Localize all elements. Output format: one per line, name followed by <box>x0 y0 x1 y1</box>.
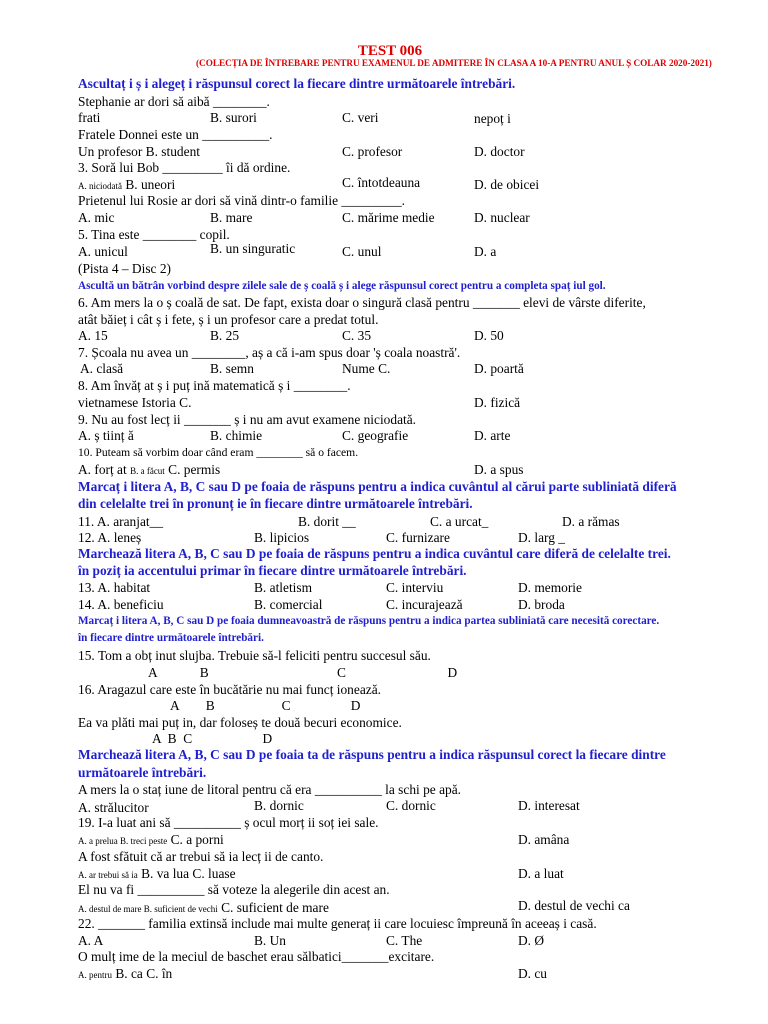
section-3-instruction-line-2: din celelalte trei în pronunț ie în fiecare dintre următoarele întrebări. <box>78 496 473 511</box>
q22-option-c: C. The <box>386 933 423 948</box>
q4-option-d: D. nuclear <box>474 210 530 225</box>
question-6-line-2: atât băieț i cât ș i fete, ș i un profesor care a predat totul. <box>78 312 379 327</box>
q23-option-a: A. pentru <box>78 970 112 980</box>
q11-option-a: 11. A. aranjat__ <box>78 514 164 529</box>
q19-option-c: C. a porni <box>167 832 224 847</box>
q1-option-a: frati <box>78 110 101 125</box>
question-15: 15. Tom a obț inut slujba. Trebuie să-l feliciti pentru succesul său. <box>78 648 431 663</box>
q14-option-d: D. broda <box>518 597 565 612</box>
q10-option-d: D. a spus <box>474 462 524 477</box>
q3-option-b: B. uneori <box>122 177 176 192</box>
section-6-instruction-line-2: următoarele întrebări. <box>78 765 207 780</box>
question-10: 10. Puteam să vorbim doar când eram ________ să o facem. <box>78 446 359 459</box>
q19-option-d: D. amâna <box>518 832 570 847</box>
q12-option-d: D. larg _ <box>518 530 565 545</box>
q21-option-d: D. destul de vechi ca <box>518 898 630 913</box>
section-2-instruction: Ascultă un bătrân vorbind despre zilele sale de ș coală ș i alege răspunsul corect pentru a completa spaț iul gol. <box>78 280 606 292</box>
q4-option-c: C. mărime medie <box>342 210 435 225</box>
test-subtitle: (COLECȚIA DE ÎNTREBARE PENTRU EXAMENUL DE ADMITERE ÎN CLASA A 10-A PENTRU ANUL Ș COLAR 2020-2021) <box>196 58 712 68</box>
q13-option-a: 13. A. habitat <box>78 580 151 595</box>
q5-option-d: D. a <box>474 244 497 259</box>
q6-option-c: C. 35 <box>342 328 372 343</box>
q12-option-b: B. lipicios <box>254 530 310 545</box>
q12-option-c: C. furnizare <box>386 530 450 545</box>
q8-option-ab: vietnamese Istoria C. <box>78 395 192 410</box>
q9-option-a: A. ș tiinț ă <box>78 428 134 443</box>
question-2: Fratele Donnei este un __________. <box>78 127 273 142</box>
question-19: 19. I-a luat ani să __________ ș ocul morț ii soț iei sale. <box>78 815 379 830</box>
q3-option-c: C. întotdeauna <box>342 175 421 190</box>
question-1: Stephanie ar dori să aibă ________. <box>78 94 270 109</box>
q22-option-b: B. Un <box>254 933 286 948</box>
q10-option-b: B. a făcut <box>130 466 165 476</box>
question-21: El nu va fi __________ să voteze la alegerile din acest an. <box>78 882 390 897</box>
q23-option-bc: B. ca C. în <box>112 966 173 981</box>
section-5-instruction-line-1: Marcaț i litera A, B, C sau D pe foaia dumneavoastră de răspuns pentru a indica partea subliniată care necesită corectare. <box>78 615 660 627</box>
q2-option-ab: Un profesor B. student <box>78 144 200 159</box>
q13-option-b: B. atletism <box>254 580 313 595</box>
q22-option-a: A. A <box>78 933 104 948</box>
q18-option-a: A. strălucitor <box>78 800 149 815</box>
test-title: TEST 006 <box>357 43 423 59</box>
section-6-instruction-line-1: Marchează litera A, B, C sau D pe foaia ta de răspuns pentru a indica răspunsul corect la fiecare dintre <box>78 747 666 762</box>
q18-option-d: D. interesat <box>518 798 580 813</box>
q1-option-c: C. veri <box>342 110 379 125</box>
q5-option-c: C. unul <box>342 244 382 259</box>
q5-option-a: A. unicul <box>78 244 128 259</box>
section-5-instruction-line-2: în fiecare dintre următoarele întrebări. <box>78 632 264 644</box>
q7-option-d: D. poartă <box>474 361 524 376</box>
question-5: 5. Tina este ________ copil. <box>78 227 230 242</box>
q21-option-ab: A. destul de mare B. suficient de vechi <box>78 904 218 914</box>
q10-option-c: C. permis <box>164 462 221 477</box>
q17-option-letters: A B C D <box>152 731 273 746</box>
q14-option-b: B. comercial <box>254 597 323 612</box>
question-3: 3. Soră lui Bob _________ îi dă ordine. <box>78 160 291 175</box>
q18-option-c: C. dornic <box>386 798 436 813</box>
q7-option-a: A. clasă <box>80 361 124 376</box>
q9-option-c: C. geografie <box>342 428 409 443</box>
question-22: 22. _______ familia extinsă include mai multe generaț ii care locuiesc împreună în aceeaș i casă. <box>78 916 597 931</box>
section-1-instruction: Ascultaț i ș i alegeț i răspunsul corect la fiecare dintre următoarele întrebări. <box>78 76 516 91</box>
q4-option-a: A. mic <box>78 210 115 225</box>
question-18: A mers la o staț iune de litoral pentru că era __________ la schi pe apă. <box>78 782 461 797</box>
q11-option-c: C. a urcat_ <box>430 514 489 529</box>
question-17: Ea va plăti mai puț in, dar foloseș te două becuri economice. <box>78 715 402 730</box>
q10-option-a: A. forț at <box>78 462 127 477</box>
q7-option-c: Nume C. <box>342 361 391 376</box>
q23-option-d: D. cu <box>518 966 548 981</box>
q8-option-d: D. fizică <box>474 395 521 410</box>
q9-option-b: B. chimie <box>210 428 263 443</box>
q13-option-d: D. memorie <box>518 580 582 595</box>
question-9: 9. Nu au fost lecț ii _______ ș i nu am avut examene niciodată. <box>78 412 417 427</box>
q12-option-a: 12. A. leneș <box>78 530 142 545</box>
q14-option-c: C. incurajează <box>386 597 463 612</box>
q14-option-a: 14. A. beneficiu <box>78 597 164 612</box>
question-8: 8. Am învăț at ș i puț ină matematică ș i ________. <box>78 378 351 393</box>
q18-option-b: B. dornic <box>254 798 304 813</box>
track-label: (Pista 4 – Disc 2) <box>78 261 171 276</box>
q11-option-d: D. a rămas <box>562 514 620 529</box>
question-4: Prietenul lui Rosie ar dori să vină dintr-o familie _________. <box>78 193 405 208</box>
q7-option-b: B. semn <box>210 361 254 376</box>
q16-option-letters: A B C D <box>170 698 361 713</box>
section-4-instruction-line-1: Marchează litera A, B, C sau D pe foaia de răspuns pentru a indica cuvântul care diferă de celelalte trei. <box>78 546 671 561</box>
section-4-instruction-line-2: în poziț ia accentului primar în fiecare dintre următoarele întrebări. <box>78 563 467 578</box>
question-7: 7. Școala nu avea un ________, aș a că i-am spus doar 'ș coala noastră'. <box>78 345 461 360</box>
section-3-instruction-line-1: Marcaț i litera A, B, C sau D pe foaia de răspuns pentru a indica cuvântul al cărui parte subliniată diferă <box>78 479 677 494</box>
q15-option-letters: A B C D <box>148 665 458 680</box>
q5-option-b: B. un singuratic <box>210 241 296 256</box>
q19-option-ab: A. a prelua B. treci peste <box>78 836 168 846</box>
question-16: 16. Aragazul care este în bucătărie nu mai funcț ionează. <box>78 682 382 697</box>
q2-option-d: D. doctor <box>474 144 525 159</box>
q6-option-d: D. 50 <box>474 328 504 343</box>
q21-option-c: C. suficient de mare <box>217 900 329 915</box>
q13-option-c: C. interviu <box>386 580 444 595</box>
q1-option-d: nepoț i <box>474 111 511 126</box>
q20-option-bc: B. va lua C. luase <box>137 866 236 881</box>
q6-option-a: A. 15 <box>78 328 108 343</box>
q3-option-d: D. de obicei <box>474 177 540 192</box>
q3-option-a: A. niciodată <box>78 181 122 191</box>
q20-option-a: A. ar trebui să ia <box>78 870 138 880</box>
question-6-line-1: 6. Am mers la o ș coală de sat. De fapt, exista doar o singură clasă pentru _______ elevi de vârste diferite, <box>78 295 646 310</box>
q4-option-b: B. mare <box>210 210 253 225</box>
question-20: A fost sfătuit că ar trebui să ia lecț ii de canto. <box>78 849 324 864</box>
question-23: O mulț ime de la meciul de baschet erau sălbatici_______excitare. <box>78 949 435 964</box>
q1-option-b: B. surori <box>210 110 257 125</box>
q11-option-b: B. dorit __ <box>298 514 356 529</box>
q9-option-d: D. arte <box>474 428 511 443</box>
q2-option-c: C. profesor <box>342 144 403 159</box>
q6-option-b: B. 25 <box>210 328 240 343</box>
q22-option-d: D. Ø <box>518 933 545 948</box>
q20-option-d: D. a luat <box>518 866 564 881</box>
